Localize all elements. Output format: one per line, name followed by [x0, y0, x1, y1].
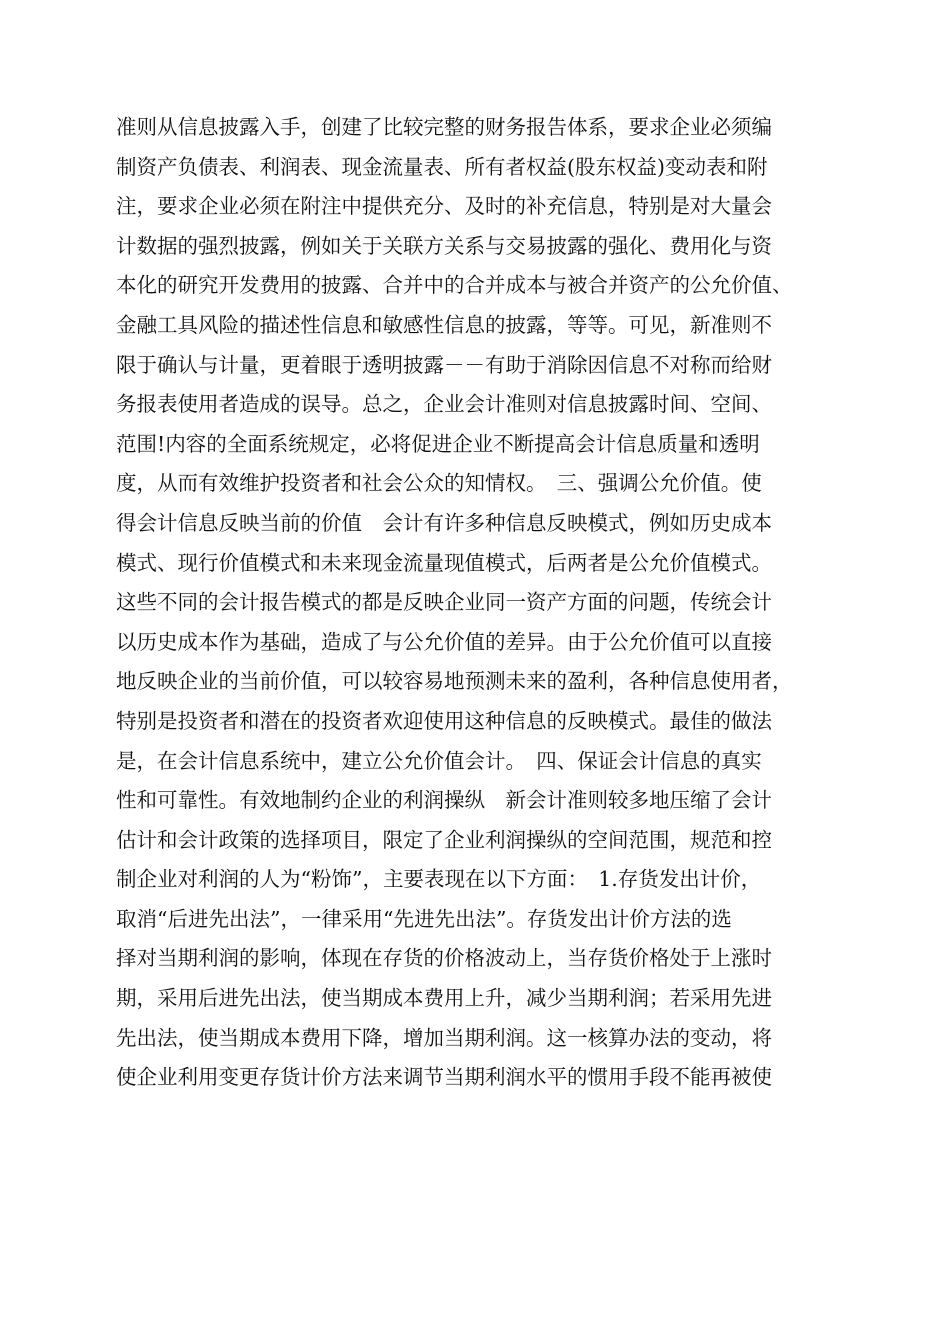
text-line: 模式、现行价值模式和未来现金流量现值模式，后两者是公允价值模式。 — [116, 550, 772, 575]
text-line: 取消“后进先出法”，一律采用“先进先出法”。存货发出计价方法的选 — [116, 906, 732, 931]
text-line: 这些不同的会计报告模式的都是反映企业同一资产方面的问题，传统会计 — [116, 590, 772, 615]
text-line: 度，从而有效维护投资者和社会公众的知情权。 三、强调公允价值。使 — [116, 471, 762, 496]
text-line: 准则从信息披露入手，创建了比较完整的财务报告体系，要求企业必须编 — [116, 115, 772, 139]
text-line: 以历史成本作为基础，造成了与公允价值的差异。由于公允价值可以直接 — [116, 629, 772, 654]
text-line: 本化的研究开发费用的披露、合并中的合并成本与被合并资产的公允价值、 — [116, 273, 793, 298]
text-line: 注，要求企业必须在附注中提供充分、及时的补充信息，特别是对大量会 — [116, 194, 772, 219]
text-line: 地反映企业的当前价值，可以较容易地预测未来的盈利，各种信息使用者， — [116, 669, 793, 694]
text-line: 范围!内容的全面系统规定，必将促进企业不断提高会计信息质量和透明 — [116, 431, 760, 456]
text-line: 期，采用后进先出法，使当期成本费用上升，减少当期利润；若采用先进 — [116, 986, 772, 1011]
text-line: 制企业对利润的人为“粉饰”，主要表现在以下方面： 1.存货发出计价， — [116, 867, 762, 892]
text-line: 务报表使用者造成的误导。总之，企业会计准则对信息披露时间、空间、 — [116, 392, 772, 417]
text-line: 计数据的强烈披露，例如关于关联方关系与交易披露的强化、费用化与资 — [116, 233, 772, 258]
text-line: 是，在会计信息系统中，建立公允价值会计。 四、保证会计信息的真实 — [116, 748, 762, 773]
text-line: 估计和会计政策的选择项目，限定了企业利润操纵的空间范围，规范和控 — [116, 827, 772, 852]
text-line: 制资产负债表、利润表、现金流量表、所有者权益(股东权益)变动表和附 — [116, 154, 768, 179]
text-line: 先出法，使当期成本费用下降，增加当期利润。这一核算办法的变动，将 — [116, 1025, 772, 1050]
text-line: 使企业利用变更存货计价方法来调节当期利润水平的惯用手段不能再被使 — [116, 1065, 772, 1090]
text-line: 性和可靠性。有效地制约企业的利润操纵 新会计准则较多地压缩了会计 — [116, 788, 772, 813]
text-line: 特别是投资者和潜在的投资者欢迎使用这种信息的反映模式。最佳的做法 — [116, 708, 772, 733]
text-line: 得会计信息反映当前的价值 会计有许多种信息反映模式，例如历史成本 — [116, 510, 772, 535]
text-line: 择对当期利润的影响，体现在存货的价格波动上，当存货价格处于上涨时 — [116, 946, 772, 971]
body-text — [116, 108, 846, 1098]
text-line: 金融工具风险的描述性信息和敏感性信息的披露，等等。可见，新准则不 — [116, 312, 772, 337]
text-line: 限于确认与计量，更着眼于透明披露－－有助于消除因信息不对称而给财 — [116, 352, 772, 377]
